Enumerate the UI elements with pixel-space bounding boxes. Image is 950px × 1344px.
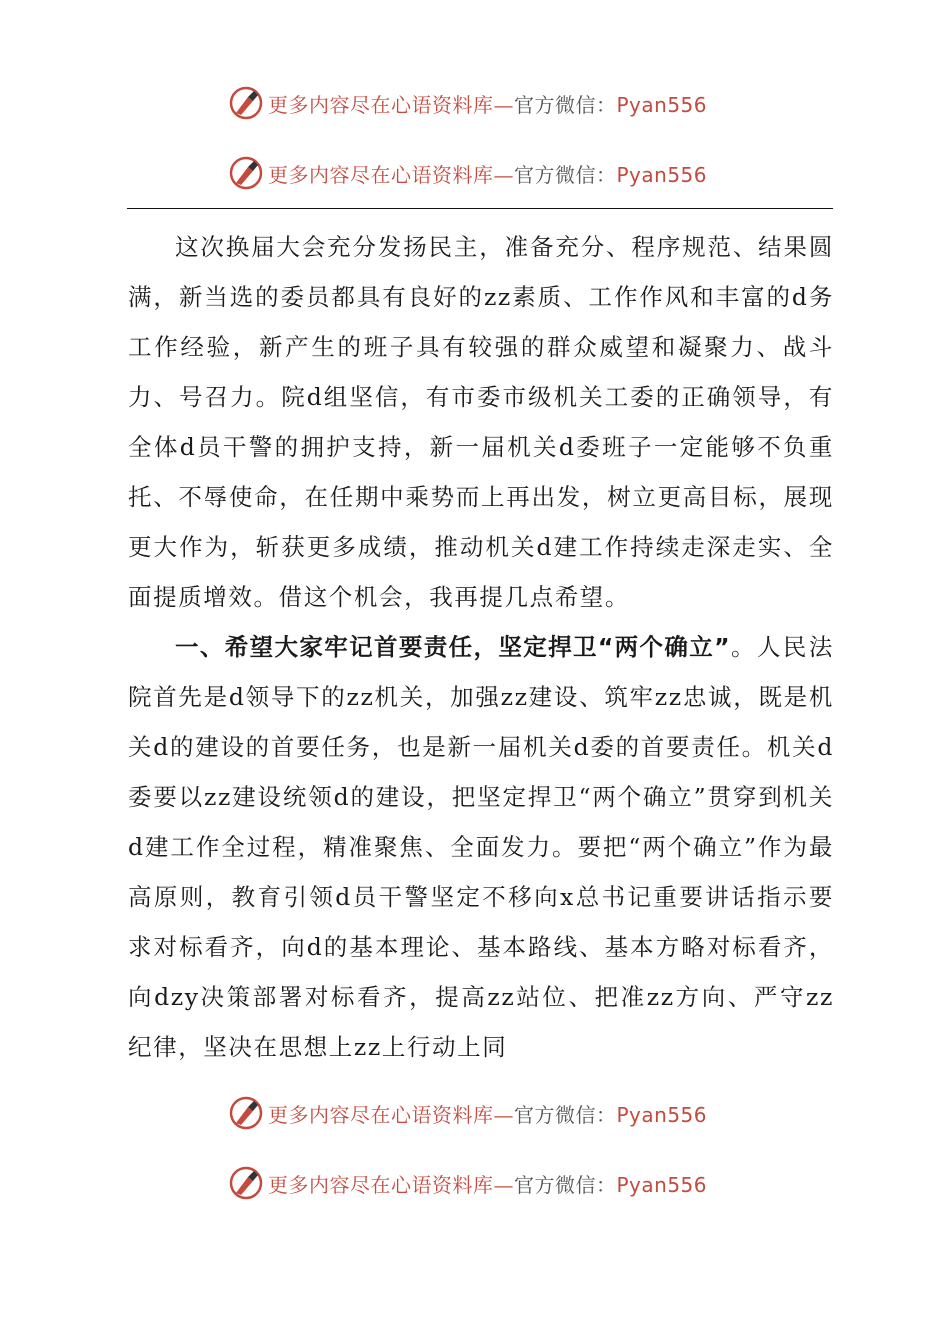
watermark-text: 更多内容尽在心语资料库—官方微信：Pyan556 xyxy=(268,1172,708,1197)
pen-logo-icon xyxy=(228,1095,264,1131)
pen-logo-icon xyxy=(228,1165,264,1201)
section-heading: 一、希望大家牢记首要责任，坚定捍卫“两个确立” xyxy=(175,633,731,661)
watermark-text: 更多内容尽在心语资料库—官方微信：Pyan556 xyxy=(268,1102,708,1127)
watermark-text: 更多内容尽在心语资料库—官方微信：Pyan556 xyxy=(268,92,708,117)
watermark-banner xyxy=(228,1163,748,1203)
paragraph: 这次换届大会充分发扬民主，准备充分、程序规范、结果圆满，新当选的委员都具有良好的zz素质、工作作风和丰富的d务工作经验，新产生的班子具有较强的群众威望和凝聚力、战斗力、号召力。院d组坚信，有市委市级机关工委的正确领导，有全体d员干警的拥护支持，新一届机关d委班子一定能够不负重托、不辱使命，在任期中乘势而上再出发，树立更高目标，展现更大作为，斩获更多成绩，推动机关d建工作持续走深走实、全面提质增效。借这个机会，我再提几点希望。 xyxy=(128,233,834,611)
watermark-banner xyxy=(228,1093,748,1133)
paragraph-text: 。人民法院首先是d领导下的zz机关，加强zz建设、筑牢zz忠诚，既是机关d的建设的首要任务，也是新一届机关d委的首要责任。机关d委要以zz建设统领d的建设，把坚定捍卫“两个确立”贯穿到机关d建工作全过程，精准聚焦、全面发力。要把“两个确立”作为最高原则，教育引领d员干警坚定不移向x总书记重要讲话指示要求对标看齐，向d的基本理论、基本路线、基本方略对标看齐，向dzy决策部署对标看齐，提高zz站位、把准zz方向、严守zz纪律，坚决在思想上zz上行动上同 xyxy=(128,633,835,1061)
watermark-text: 更多内容尽在心语资料库—官方微信：Pyan556 xyxy=(268,162,708,187)
watermark-banner xyxy=(228,153,748,193)
watermark-banner xyxy=(228,83,748,123)
document-body xyxy=(128,222,834,1072)
pen-logo-icon xyxy=(228,155,264,191)
pen-logo-icon xyxy=(228,85,264,121)
paragraph xyxy=(128,622,834,1072)
header-divider xyxy=(127,208,833,209)
